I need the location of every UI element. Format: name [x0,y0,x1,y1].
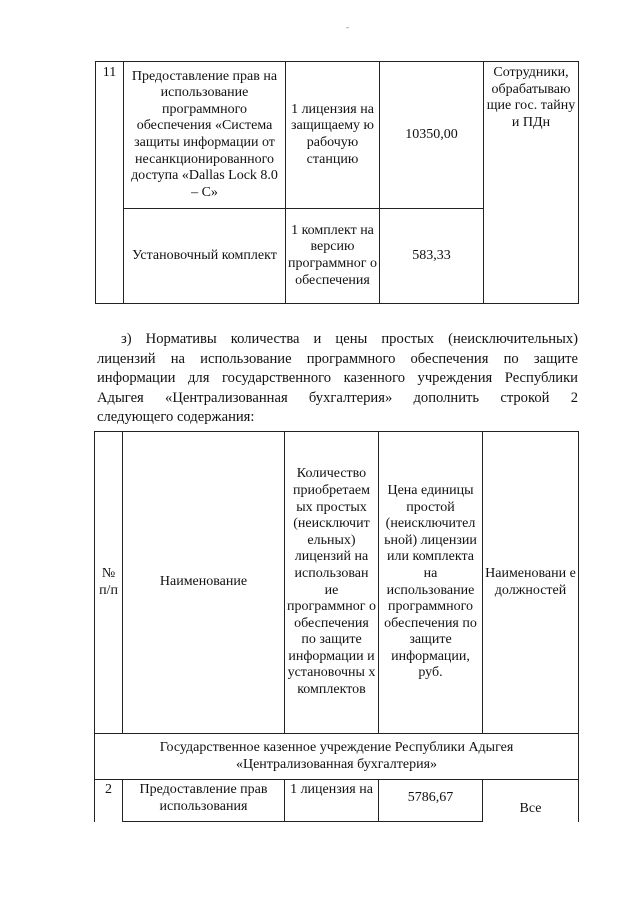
row-number: 11 [96,62,124,304]
page-mark: - [346,22,349,32]
table-row [96,62,579,209]
item-quantity: 1 комплект на версию программног о обеспечения [286,209,380,304]
licenses-table-new [94,431,579,822]
table-row [95,780,579,822]
header-positions: Наименовани е должностей [483,432,579,734]
item-positions: Сотрудники, обрабатываю щие гос. тайну и ПДн [484,62,579,304]
header-name: Наименование [123,432,285,734]
table-header-row [95,432,579,734]
header-number: № п/п [95,432,123,734]
item-quantity: 1 лицензия на [285,780,379,822]
item-name: Предоставление прав на использование программного обеспечения «Система защиты информации от несанкционированного доступа «Dallas Lock 8.0 – С» [124,62,286,209]
header-price: Цена единицы простой (неисключител ьной) лицензии или комплекта на использование программного обеспечения по защите информации, руб. [379,432,483,734]
licenses-table-continued [95,61,579,304]
paragraph-line: следующего содержания: [97,409,255,426]
paragraph-line: з) Нормативы количества и цены простых (неисключительных) [121,331,578,347]
item-price: 583,33 [380,209,484,304]
item-quantity: 1 лицензия на защищаему ю рабочую станцию [286,62,380,209]
item-name: Предоставление прав использования [123,780,285,822]
paragraph-line: Адыгея «Централизованная бухгалтерия» дополнить строкой 2 [97,389,578,406]
item-name: Установочный комплект [124,209,286,304]
paragraph-line: лицензий на использование программного обеспечения по защите [97,350,578,367]
amendment-paragraph [97,330,578,428]
item-price: 5786,67 [379,780,483,822]
item-positions: Все [483,780,579,822]
paragraph-line: информации для государственного казенного учреждения Республики [97,370,578,387]
section-row [95,734,579,780]
section-title: Государственное казенное учреждение Республики Адыгея «Централизованная бухгалтерия» [95,734,579,780]
row-number: 2 [95,780,123,822]
header-quantity: Количество приобретаем ых простых (неисключит ельных) лицензий на использован ие программног о обеспечения по защите информации и установочны х комплектов [285,432,379,734]
item-price: 10350,00 [380,62,484,209]
